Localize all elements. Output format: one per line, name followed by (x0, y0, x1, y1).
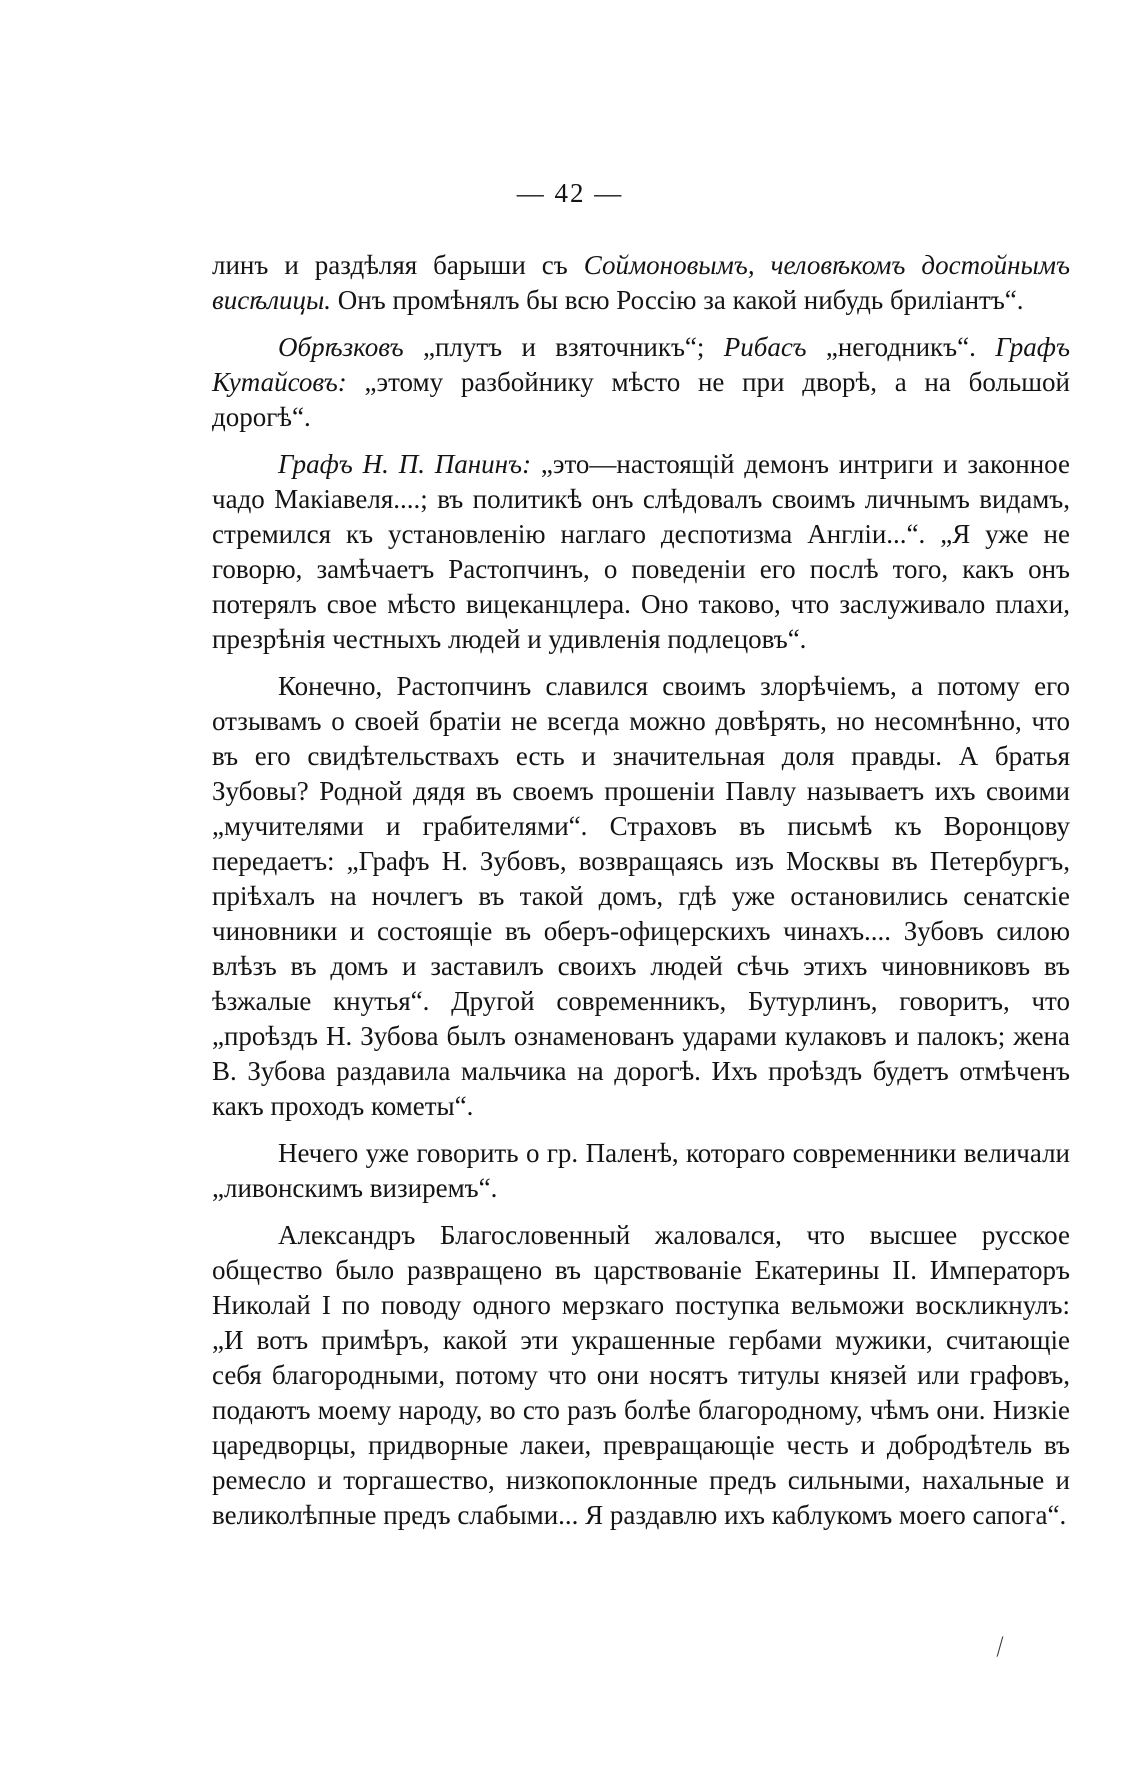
italic-text-run: Рибасъ (723, 332, 807, 362)
page-number: — 42 — (516, 178, 624, 208)
text-run: „этому разбойнику мѣсто не при дворѣ, а на большой дорогѣ“. (212, 367, 1070, 432)
paragraph-4 (212, 669, 1070, 1124)
italic-text-run: Графъ Кутайсовъ: (212, 332, 1070, 397)
paragraph-3 (212, 447, 1070, 657)
paragraph-5 (212, 1136, 1070, 1206)
paragraph-6 (212, 1218, 1070, 1533)
text-run: „это—настоящій демонъ интриги и законное чадо Макіавеля....; въ политикѣ онъ слѣдовалъ своимъ личнымъ видамъ, стремился къ установленію наглаго деспотизма Англіи...“. „Я уже не говорю, замѣчаетъ Растопчинъ, о поведеніи его послѣ того, какъ онъ потерялъ свое мѣсто вицеканцлера. Оно таково, что заслуживало плахи, презрѣнія честныхъ людей и удивленія подлецовъ“. (212, 449, 1070, 654)
paragraph-1 (212, 248, 1070, 318)
pencil-mark: ⁄ (993, 1632, 1008, 1661)
text-run: Нечего уже говорить о гр. Паленѣ, котораго современники величали „ливонскимъ визиремъ“. (212, 1138, 1070, 1203)
italic-text-run: Обрѣзковъ (278, 332, 404, 362)
italic-text-run: Соймоновымъ, человѣкомъ достойнымъ висѣлицы. (212, 250, 1070, 315)
paragraph-2 (212, 330, 1070, 435)
body-text (212, 248, 1070, 1545)
text-run: Онъ промѣнялъ бы всю Россію за какой нибудь бриліантъ“. (331, 285, 1024, 315)
text-run: „плутъ и взяточникъ“; (403, 332, 724, 362)
text-run: Конечно, Растопчинъ славился своимъ злорѣчіемъ, а потому его отзывамъ о своей братіи не всегда можно довѣрять, но несомнѣнно, что въ его свидѣтельствахъ есть и значительная доля правды. А братья Зубовы? Родной дядя въ своемъ прошеніи Павлу называетъ ихъ своими „мучителями и грабителями“. Страховъ въ письмѣ къ Воронцову передаетъ: „Графъ Н. Зубовъ, возвращаясь изъ Москвы въ Петербургъ, пріѣхалъ на ночлегъ въ такой домъ, гдѣ уже остановились сенатскіе чиновники и состоящіе въ оберъ-офицерскихъ чинахъ.... Зубовъ силою влѣзъ въ домъ и заставилъ своихъ людей сѣчь этихъ чиновниковъ въ ѣзжалые кнутья“. Другой современникъ, Бутурлинъ, говоритъ, что „проѣздъ Н. Зубова былъ ознаменованъ ударами кулаковъ и палокъ; жена В. Зубова раздавила мальчика на дорогѣ. Ихъ проѣздъ будетъ отмѣченъ какъ проходъ кометы“. (212, 671, 1070, 1121)
italic-text-run: Графъ Н. П. Панинъ: (278, 449, 532, 479)
text-run: линъ и раздѣляя барыши съ (212, 250, 584, 280)
text-run: „негодникъ“. (806, 332, 996, 362)
text-run: Александръ Благословенный жаловался, что высшее русское общество было развращено въ царствованіе Екатерины II. Императоръ Николай I по поводу одного мерзкаго поступка вельможи воскликнулъ: „И вотъ примѣръ, какой эти украшенные гербами мужики, считающіе себя благородными, потому что они носятъ титулы князей или графовъ, подаютъ моему народу, во сто разъ болѣе благородному, чѣмъ они. Низкіе царедворцы, придворные лакеи, превращающіе честь и добродѣтель въ ремесло и торгашество, низкопоклонные предъ сильными, нахальные и великолѣпные предъ слабыми... Я раздавлю ихъ каблукомъ моего сапога“. (212, 1220, 1070, 1530)
